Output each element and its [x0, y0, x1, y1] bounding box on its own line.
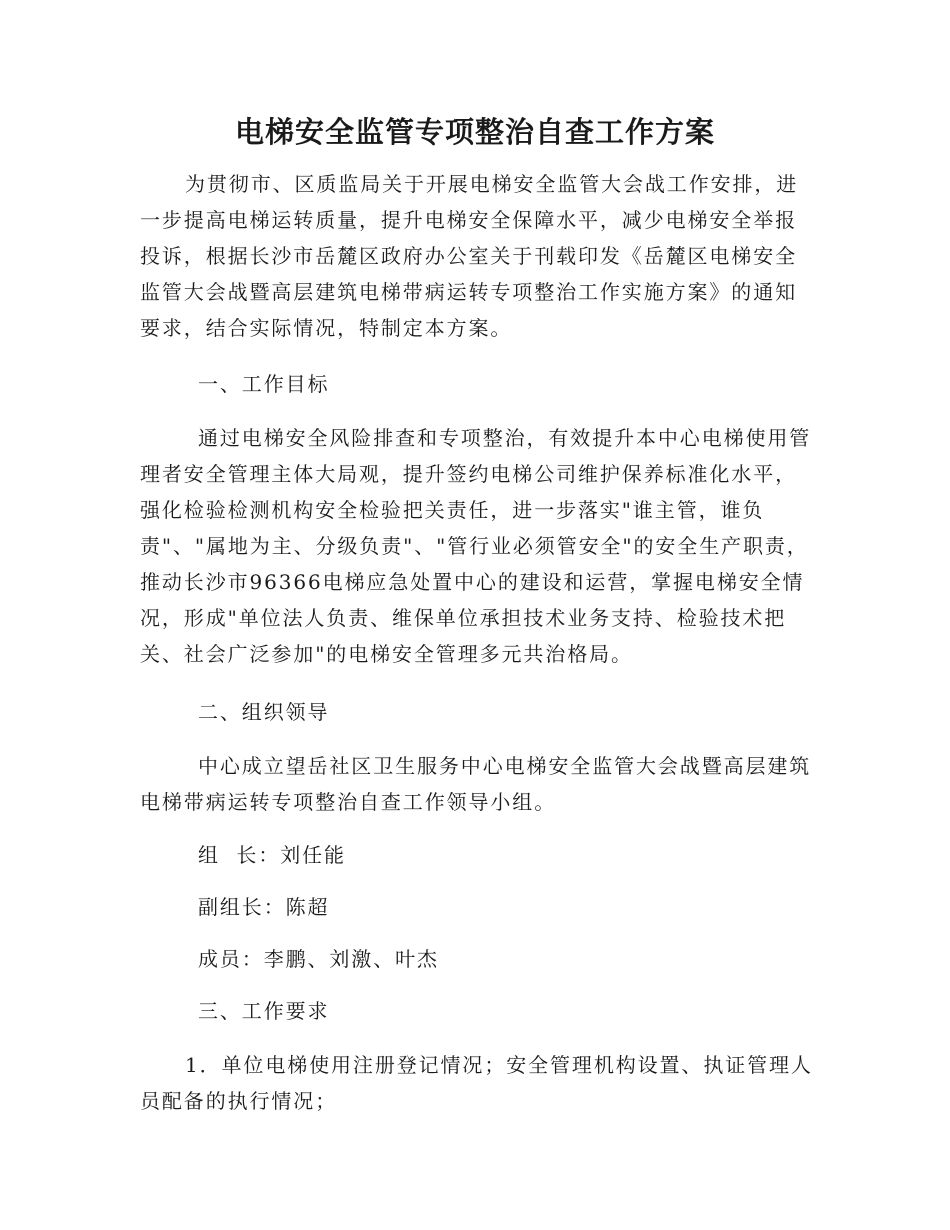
goals-line: 关、社会广泛参加"的电梯安全管理多元共治格局。 — [140, 642, 633, 666]
section-heading-goals: 一、工作目标 — [198, 372, 330, 396]
organization-line: 电梯带病运转专项整治自查工作领导小组。 — [140, 790, 557, 814]
section-heading-requirements: 三、工作要求 — [198, 999, 330, 1023]
intro-line: 监管大会战暨高层建筑电梯带病运转专项整治工作实施方案》的通知 — [140, 280, 797, 304]
document-title: 电梯安全监管专项整治自查工作方案 — [234, 115, 715, 149]
goals-line: 强化检验检测机构安全检验把关责任，进一步落实"谁主管，谁负 — [140, 498, 765, 522]
goals-line: 理者安全管理主体大局观，提升签约电梯公司维护保养标准化水平， — [140, 462, 797, 486]
goals-line: 通过电梯安全风险排查和专项整治，有效提升本中心电梯使用管 — [198, 426, 812, 450]
requirement-line: 员配备的执行情况； — [140, 1089, 338, 1113]
organization-line: 中心成立望岳社区卫生服务中心电梯安全监管大会战暨高层建筑 — [198, 754, 812, 778]
goals-line: 况，形成"单位法人负责、维保单位承担技术业务支持、检验技术把 — [140, 606, 787, 630]
intro-line: 一步提高电梯运转质量，提升电梯安全保障水平，减少电梯安全举报 — [140, 208, 797, 232]
section-heading-organization: 二、组织领导 — [198, 700, 330, 724]
goals-line: 责"、"属地为主、分级负责"、"管行业必须管安全"的安全生产职责， — [140, 534, 809, 558]
intro-line: 为贯彻市、区质监局关于开展电梯安全监管大会战工作安排，进 — [185, 172, 799, 196]
deputy-leader: 副组长：陈超 — [198, 895, 330, 919]
goals-line: 推动长沙市96366电梯应急处置中心的建设和运营，掌握电梯安全情 — [140, 570, 805, 594]
requirement-line: 1．单位电梯使用注册登记情况；安全管理机构设置、执证管理人 — [185, 1053, 813, 1077]
intro-line: 投诉，根据长沙市岳麓区政府办公室关于刊载印发《岳麓区电梯安全 — [140, 244, 797, 268]
team-leader: 组 长：刘任能 — [198, 843, 346, 867]
team-members: 成员：李鹏、刘激、叶杰 — [198, 947, 439, 971]
intro-line: 要求，结合实际情况，特制定本方案。 — [140, 316, 513, 340]
